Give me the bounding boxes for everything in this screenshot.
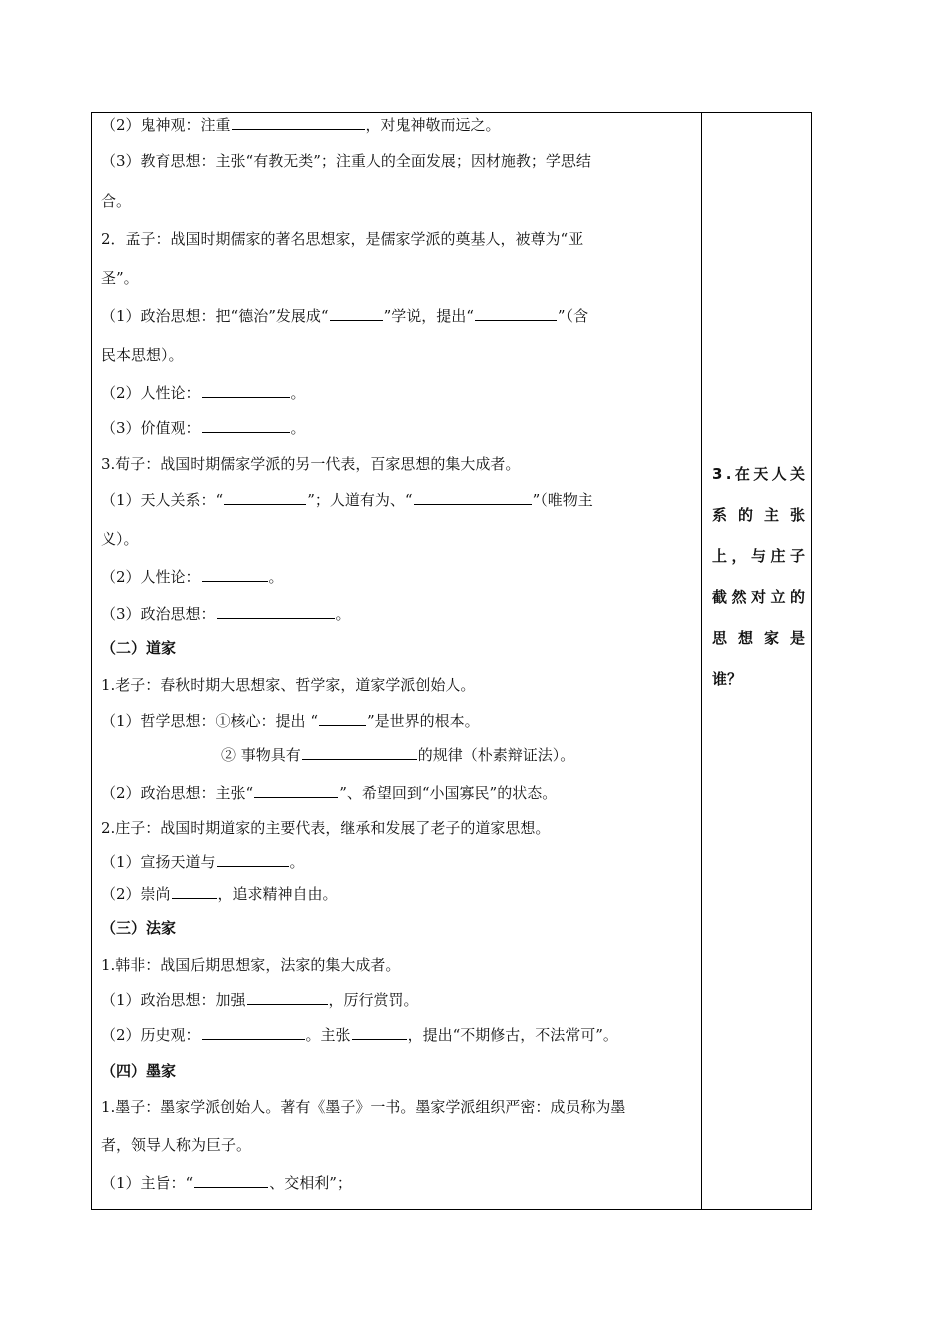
text-segment: ”是世界的根本。 [366, 712, 480, 730]
text-line [101, 454, 520, 474]
text-line [101, 955, 400, 975]
side-question-char: 系 [712, 506, 728, 524]
section-heading [101, 918, 176, 938]
side-question-char: . [725, 465, 732, 483]
side-question-char: 3 [712, 465, 723, 483]
text-line [101, 306, 588, 326]
text-segment: 者，领导人称为巨子。 [101, 1136, 252, 1154]
text-segment: ”（含 [557, 307, 589, 325]
side-question-char: 对 [750, 588, 766, 606]
text-line [101, 567, 284, 587]
text-line [221, 745, 575, 765]
fill-in-blank[interactable] [475, 306, 557, 321]
text-segment: ”学说，提出“ [383, 307, 474, 325]
text-segment: （3）教育思想：主张“有教无类”；注重人的全面发展；因材施教；学思结 [101, 152, 591, 170]
text-segment: 1.韩非：战国后期思想家，法家的集大成者。 [101, 956, 401, 974]
text-segment: ，厉行赏罚。 [328, 991, 419, 1009]
fill-in-blank[interactable] [319, 711, 366, 726]
side-question-char: 截 [712, 588, 728, 606]
text-line [101, 490, 593, 510]
text-segment: ”、希望回到“小国寡民”的状态。 [339, 784, 558, 802]
text-line [101, 229, 583, 249]
text-line [101, 1135, 251, 1155]
fill-in-blank[interactable] [217, 852, 289, 867]
text-segment: （三）法家 [101, 919, 177, 937]
section-heading [101, 1061, 176, 1081]
fill-in-blank[interactable] [202, 1025, 305, 1040]
side-question-char: 的 [789, 588, 805, 606]
side-question-char: 家 [763, 629, 779, 647]
text-segment: ，追求精神自由。 [217, 885, 338, 903]
text-line [101, 418, 306, 438]
text-segment: （四）墨家 [101, 1062, 177, 1080]
side-question-char: 庄 [770, 547, 786, 565]
side-question-char: 想 [737, 629, 753, 647]
side-question [712, 462, 805, 708]
text-line [101, 191, 131, 211]
fill-in-blank[interactable] [217, 604, 335, 619]
text-segment: （1）主旨：“ [101, 1174, 194, 1192]
fill-in-blank[interactable] [247, 990, 328, 1005]
side-question-char: 与 [750, 547, 766, 565]
fill-in-blank[interactable] [302, 745, 417, 760]
text-segment: 2．孟子：战国时期儒家的著名思想家，是儒家学派的奠基人，被尊为“亚 [101, 230, 584, 248]
fill-in-blank[interactable] [352, 1025, 407, 1040]
fill-in-blank[interactable] [414, 490, 532, 505]
section-heading [101, 638, 176, 658]
text-segment: 2.庄子：战国时期道家的主要代表，继承和发展了老子的道家思想。 [101, 819, 551, 837]
side-question-char: 是 [789, 629, 805, 647]
text-segment: （2）历史观： [101, 1026, 201, 1044]
text-segment: 的规律（朴素辩证法）。 [417, 746, 576, 764]
side-question-char: 关 [789, 465, 805, 483]
text-line [101, 783, 557, 803]
worksheet-table [91, 112, 812, 1210]
text-line [101, 383, 306, 403]
text-line [101, 115, 501, 135]
text-line [101, 1025, 618, 1045]
text-segment: 。 [290, 384, 306, 402]
text-segment: 3.荀子：战国时期儒家学派的另一代表，百家思想的集大成者。 [101, 455, 521, 473]
side-question-char: 在 [734, 465, 750, 483]
text-segment: ”（唯物主 [532, 491, 593, 509]
side-question-char: 子 [789, 547, 805, 565]
side-question-char: 思 [712, 629, 728, 647]
side-question-line [712, 626, 805, 667]
text-segment: 。 [335, 605, 351, 623]
text-segment: 合。 [101, 192, 132, 210]
side-question-line [712, 544, 805, 585]
text-segment: （2）政治思想：主张“ [101, 784, 254, 802]
text-line [101, 1173, 352, 1193]
text-line [101, 818, 550, 838]
text-segment: （2）人性论： [101, 384, 201, 402]
fill-in-blank[interactable] [202, 383, 290, 398]
side-question-char: 的 [737, 506, 753, 524]
fill-in-blank[interactable] [330, 306, 383, 321]
text-segment: （1）宣扬天道与 [101, 853, 216, 871]
text-segment: （1）政治思想：加强 [101, 991, 246, 1009]
side-question-char: 天 [753, 465, 769, 483]
text-line [101, 604, 351, 624]
fill-in-blank[interactable] [254, 783, 338, 798]
text-line [101, 675, 475, 695]
side-question-char: 然 [731, 588, 747, 606]
side-question-line [712, 585, 805, 626]
text-line [101, 268, 139, 288]
text-line [101, 1097, 625, 1117]
fill-in-blank[interactable] [224, 490, 306, 505]
fill-in-blank[interactable] [202, 418, 290, 433]
text-segment: （2）人性论： [101, 568, 201, 586]
side-question-char: 人 [771, 465, 787, 483]
text-line [101, 990, 419, 1010]
text-segment: （1）哲学思想：①核心：提出 “ [101, 712, 318, 730]
side-question-char: 张 [789, 506, 805, 524]
text-segment: （二）道家 [101, 639, 177, 657]
text-segment: 义）。 [101, 530, 139, 548]
text-line [101, 852, 305, 872]
text-segment: ② 事物具有 [221, 746, 301, 764]
text-segment: 民本思想）。 [101, 346, 184, 364]
text-segment: 。 [289, 853, 305, 871]
side-question-line: 谁？ [712, 670, 743, 688]
side-question-char: 立 [770, 588, 786, 606]
text-segment: 。 [290, 419, 306, 437]
side-question-line [712, 462, 805, 503]
column-divider [701, 112, 702, 1210]
text-line [101, 884, 338, 904]
text-segment: （1）政治思想：把“德治”发展成“ [101, 307, 329, 325]
text-segment: ，提出“不期修古，不法常可”。 [407, 1026, 618, 1044]
text-segment: （1）天人关系：“ [101, 491, 224, 509]
side-question-char: ， [731, 547, 747, 565]
text-line [101, 345, 184, 365]
text-segment: 圣”。 [101, 269, 139, 287]
text-segment: （3）价值观： [101, 419, 201, 437]
fill-in-blank[interactable] [194, 1173, 268, 1188]
side-question-char: 主 [763, 506, 779, 524]
side-question-char: 上 [712, 547, 728, 565]
text-segment: （3）政治思想： [101, 605, 216, 623]
fill-in-blank[interactable] [232, 115, 365, 130]
text-segment: ”；人道有为、“ [307, 491, 413, 509]
text-segment: 、交相利”； [269, 1174, 352, 1192]
text-segment: 。主张 [305, 1026, 351, 1044]
text-segment: 1.墨子：墨家学派创始人。著有《墨子》一书。墨家学派组织严密：成员称为墨 [101, 1098, 626, 1116]
text-line [101, 529, 139, 549]
fill-in-blank[interactable] [202, 567, 268, 582]
fill-in-blank[interactable] [172, 884, 217, 899]
text-segment: 。 [268, 568, 284, 586]
text-line [101, 151, 591, 171]
side-question-line [712, 503, 805, 544]
text-line [101, 711, 480, 731]
text-segment: ，对鬼神敬而远之。 [365, 116, 501, 134]
text-segment: 1.老子：春秋时期大思想家、哲学家，道家学派创始人。 [101, 676, 476, 694]
text-segment: （2）崇尚 [101, 885, 171, 903]
text-segment: （2）鬼神观：注重 [101, 116, 231, 134]
